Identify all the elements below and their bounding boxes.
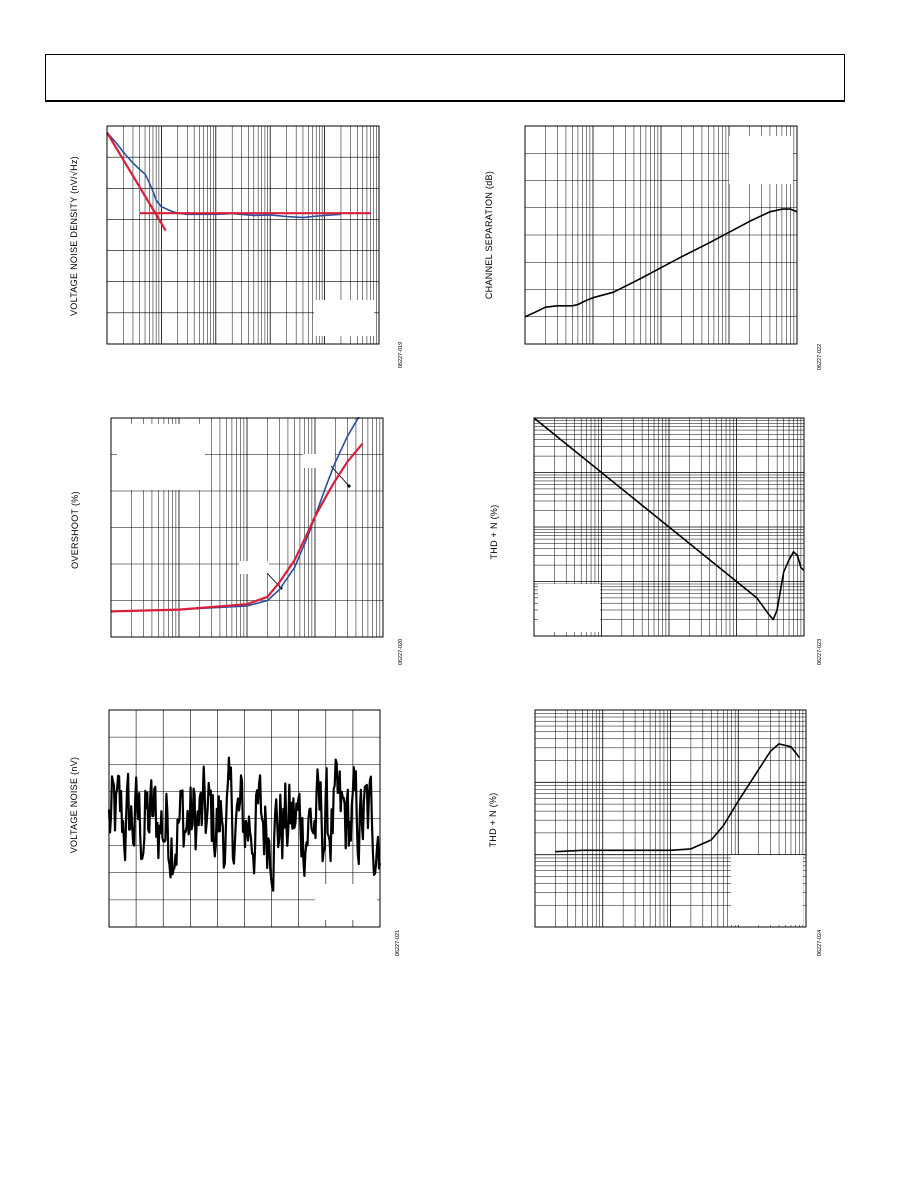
- legend-box: [239, 561, 269, 574]
- y-axis-label: VOLTAGE NOISE DENSITY (nV/√Hz): [69, 156, 79, 316]
- figure-number: 06227-023: [817, 638, 823, 666]
- legend-box: [538, 584, 600, 632]
- overshoot-chart: [110, 417, 384, 638]
- legend-box: [303, 454, 335, 468]
- legend-box: [731, 855, 803, 925]
- series-line: [107, 133, 166, 231]
- thd-n-vs-frequency-chart: [534, 709, 807, 928]
- figure-number: 06227-019: [398, 341, 404, 369]
- legend-box: [314, 300, 374, 336]
- legend-box: [315, 884, 377, 920]
- thd-n-vs-output-chart: [533, 417, 805, 637]
- legend-box: [729, 136, 793, 184]
- legend-box: [117, 424, 205, 490]
- annotation-pointer: [267, 573, 281, 588]
- figure-number: 06227-022: [817, 343, 823, 371]
- y-axis-label: THD + N (%): [489, 504, 499, 560]
- voltage-noise-chart: [108, 709, 381, 928]
- voltage-noise-density-chart: [106, 125, 380, 345]
- series-line: [555, 744, 799, 852]
- y-axis-label: OVERSHOOT (%): [70, 491, 80, 569]
- figure-number: 06227-024: [817, 929, 823, 957]
- figure-number: 06227-021: [395, 929, 401, 957]
- y-axis-label: CHANNEL SEPARATION (dB): [484, 170, 494, 300]
- y-axis-label: VOLTAGE NOISE (nV): [69, 756, 79, 854]
- y-axis-label: THD + N (%): [488, 792, 498, 848]
- annotation-arrowhead: [347, 484, 350, 487]
- channel-separation-chart: [524, 125, 798, 345]
- page-header-frame: [45, 54, 845, 102]
- figure-number: 06227-020: [398, 638, 404, 666]
- series-line: [107, 133, 341, 218]
